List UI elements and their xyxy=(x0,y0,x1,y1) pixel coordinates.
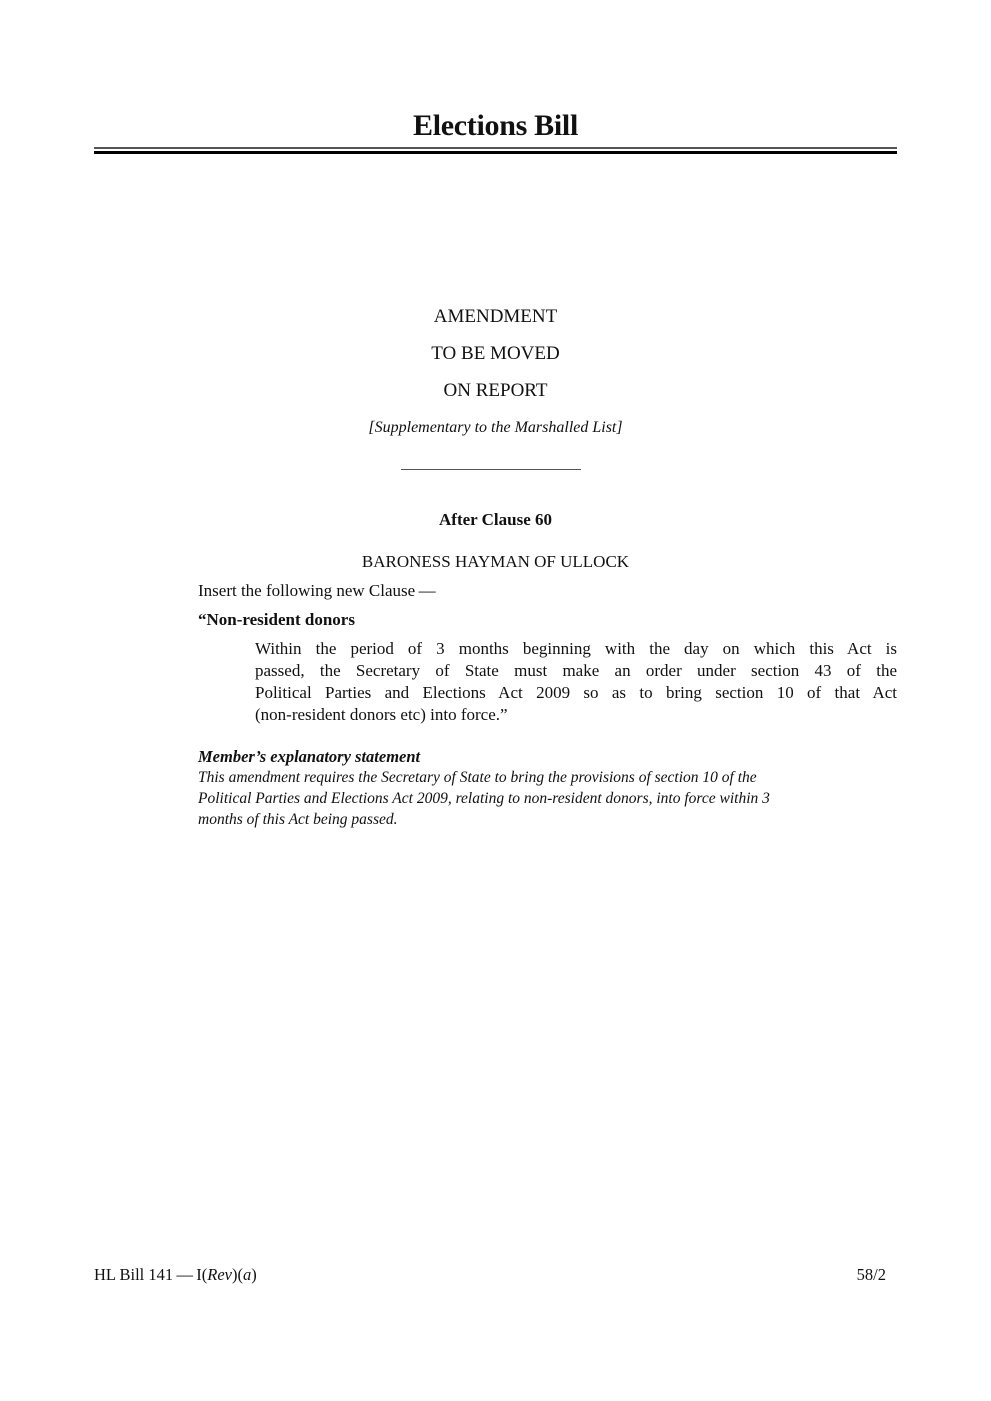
explanatory-statement xyxy=(198,746,898,830)
bill-ref-mid: )( xyxy=(231,1265,243,1284)
clause-line: passed, the Secretary of State must make an order under section 43 of the xyxy=(255,661,897,680)
explanatory-line: Political Parties and Elections Act 2009, relating to non-resident donors, into force within 3 xyxy=(198,790,770,807)
amendment-label: AMENDMENT xyxy=(433,306,558,327)
to-be-moved-label: TO BE MOVED xyxy=(431,343,560,364)
member-name: BARONESS HAYMAN OF ULLOCK xyxy=(361,552,630,571)
explanatory-heading: Member’s explanatory statement xyxy=(198,747,421,766)
new-clause-title: “Non-resident donors xyxy=(198,610,355,629)
title-rule-thin xyxy=(94,147,897,149)
bill-reference xyxy=(94,1264,257,1286)
on-report-label: ON REPORT xyxy=(443,380,548,401)
supplementary-note: [Supplementary to the Marshalled List] xyxy=(368,419,623,436)
new-clause-text xyxy=(255,638,897,726)
bill-ref-a: a xyxy=(242,1265,252,1284)
clause-heading: After Clause 60 xyxy=(439,510,552,529)
page-reference: 58/2 xyxy=(856,1265,886,1284)
explanatory-line: months of this Act being passed. xyxy=(198,811,398,828)
bill-ref-rev: Rev xyxy=(207,1265,232,1284)
clause-line: Within the period of 3 months beginning with the day on which this Act is xyxy=(255,639,897,658)
clause-line: Political Parties and Elections Act 2009 so as to bring section 10 of that Act xyxy=(255,683,897,702)
page-title: Elections Bill xyxy=(413,109,578,142)
explanatory-line: This amendment requires the Secretary of State to bring the provisions of section 10 of the xyxy=(198,769,757,786)
clause-line: (non-resident donors etc) into force.” xyxy=(255,705,508,724)
title-rule-thick xyxy=(94,151,897,154)
section-divider xyxy=(401,469,581,470)
bill-ref-prefix: HL Bill 141 — I( xyxy=(94,1265,208,1284)
insert-instruction: Insert the following new Clause — xyxy=(198,581,436,600)
bill-ref-suffix: ) xyxy=(251,1265,257,1284)
